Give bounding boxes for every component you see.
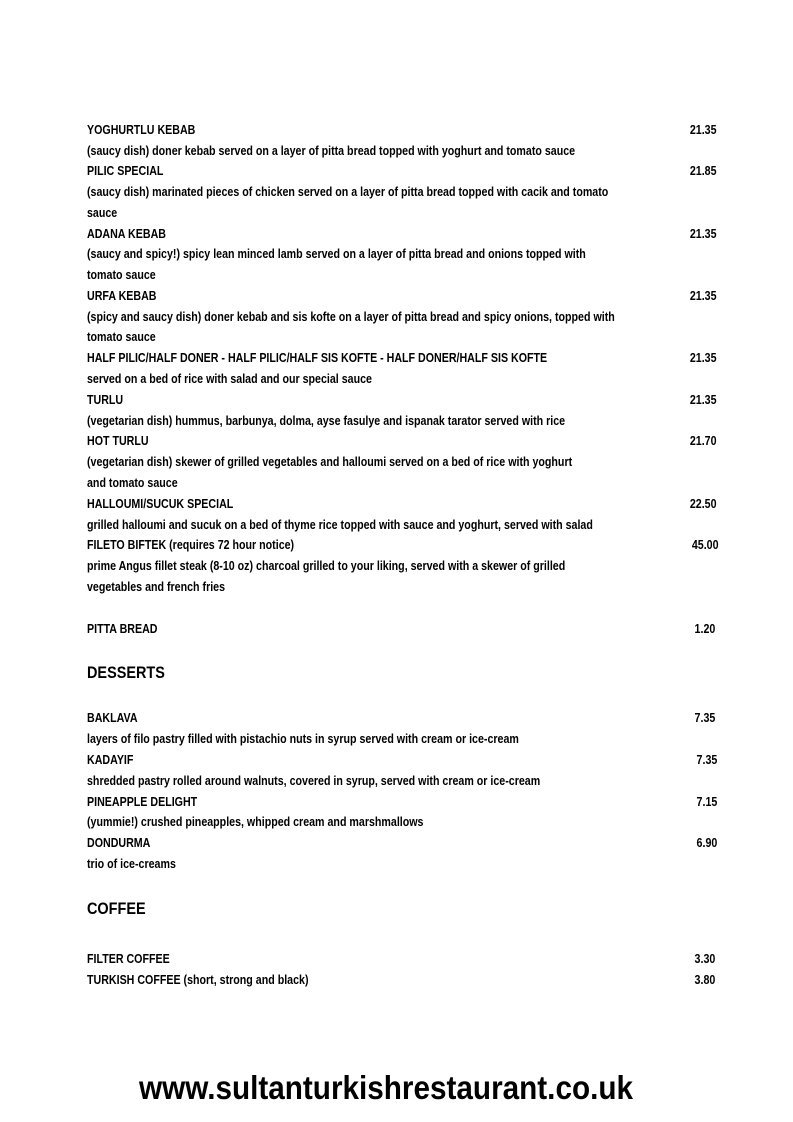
- section-heading: COFFEE: [87, 899, 146, 918]
- item-price: 21.70: [690, 433, 717, 448]
- item-price: 7.35: [694, 710, 715, 725]
- item-price: 45.00: [692, 537, 719, 552]
- item-name: BAKLAVA: [87, 710, 138, 725]
- item-description: vegetables and french fries: [87, 579, 226, 594]
- item-name: FILTER COFFEE: [87, 951, 170, 966]
- item-description: tomato sauce: [87, 267, 156, 282]
- item-price: 21.35: [690, 288, 717, 303]
- item-description: (saucy and spicy!) spicy lean minced lamb served on a layer of pitta bread and onions topped with: [87, 246, 586, 261]
- item-name: YOGHURTLU KEBAB: [87, 122, 196, 137]
- item-name: TURLU: [87, 392, 124, 407]
- item-description: (spicy and saucy dish) doner kebab and sis kofte on a layer of pitta bread and spicy onions, topped with: [87, 309, 615, 324]
- item-name: TURKISH COFFEE (short, strong and black): [87, 972, 309, 987]
- item-price: 21.85: [690, 163, 717, 178]
- item-price: 21.35: [690, 226, 717, 241]
- item-name: PINEAPPLE DELIGHT: [87, 794, 198, 809]
- item-description: (saucy dish) marinated pieces of chicken served on a layer of pitta bread topped with cacik and tomato: [87, 184, 609, 199]
- website-url: www.sultanturkishrestaurant.co.uk: [139, 1069, 634, 1106]
- item-description: (saucy dish) doner kebab served on a layer of pitta bread topped with yoghurt and tomato sauce: [87, 143, 576, 158]
- item-description: grilled halloumi and sucuk on a bed of thyme rice topped with sauce and yoghurt, served with salad: [87, 517, 593, 532]
- section-heading: DESSERTS: [87, 663, 165, 682]
- item-name: DONDURMA: [87, 835, 151, 850]
- item-price: 22.50: [690, 496, 717, 511]
- item-description: and tomato sauce: [87, 475, 178, 490]
- item-description: layers of filo pastry filled with pistachio nuts in syrup served with cream or ice-cream: [87, 731, 519, 746]
- item-description: (vegetarian dish) hummus, barbunya, dolma, ayse fasulye and ispanak tarator served with rice: [87, 413, 566, 428]
- item-name: HALF PILIC/HALF DONER - HALF PILIC/HALF SIS KOFTE - HALF DONER/HALF SIS KOFTE: [87, 350, 548, 365]
- item-price: 3.30: [694, 951, 715, 966]
- item-name: KADAYIF: [87, 752, 134, 767]
- item-description: tomato sauce: [87, 329, 156, 344]
- item-price: 3.80: [694, 972, 715, 987]
- item-name: PILIC SPECIAL: [87, 163, 164, 178]
- item-description: (yummie!) crushed pineapples, whipped cream and marshmallows: [87, 814, 424, 829]
- item-price: 21.35: [690, 122, 717, 137]
- item-name: FILETO BIFTEK (requires 72 hour notice): [87, 537, 295, 552]
- item-description: sauce: [87, 205, 118, 220]
- item-name: ADANA KEBAB: [87, 226, 166, 241]
- item-price: 21.35: [690, 392, 717, 407]
- item-name: PITTA BREAD: [87, 621, 158, 636]
- item-description: served on a bed of rice with salad and our special sauce: [87, 371, 372, 386]
- item-price: 7.35: [696, 752, 717, 767]
- item-name: HALLOUMI/SUCUK SPECIAL: [87, 496, 234, 511]
- item-name: HOT TURLU: [87, 433, 149, 448]
- item-name: URFA KEBAB: [87, 288, 157, 303]
- item-description: trio of ice-creams: [87, 856, 176, 871]
- item-price: 7.15: [696, 794, 717, 809]
- item-description: prime Angus fillet steak (8-10 oz) charcoal grilled to your liking, served with a skewer of grilled: [87, 558, 566, 573]
- item-price: 21.35: [690, 350, 717, 365]
- item-description: shredded pastry rolled around walnuts, covered in syrup, served with cream or ice-cream: [87, 773, 541, 788]
- item-price: 6.90: [696, 835, 717, 850]
- item-price: 1.20: [694, 621, 715, 636]
- item-description: (vegetarian dish) skewer of grilled vegetables and halloumi served on a bed of rice with yoghurt: [87, 454, 573, 469]
